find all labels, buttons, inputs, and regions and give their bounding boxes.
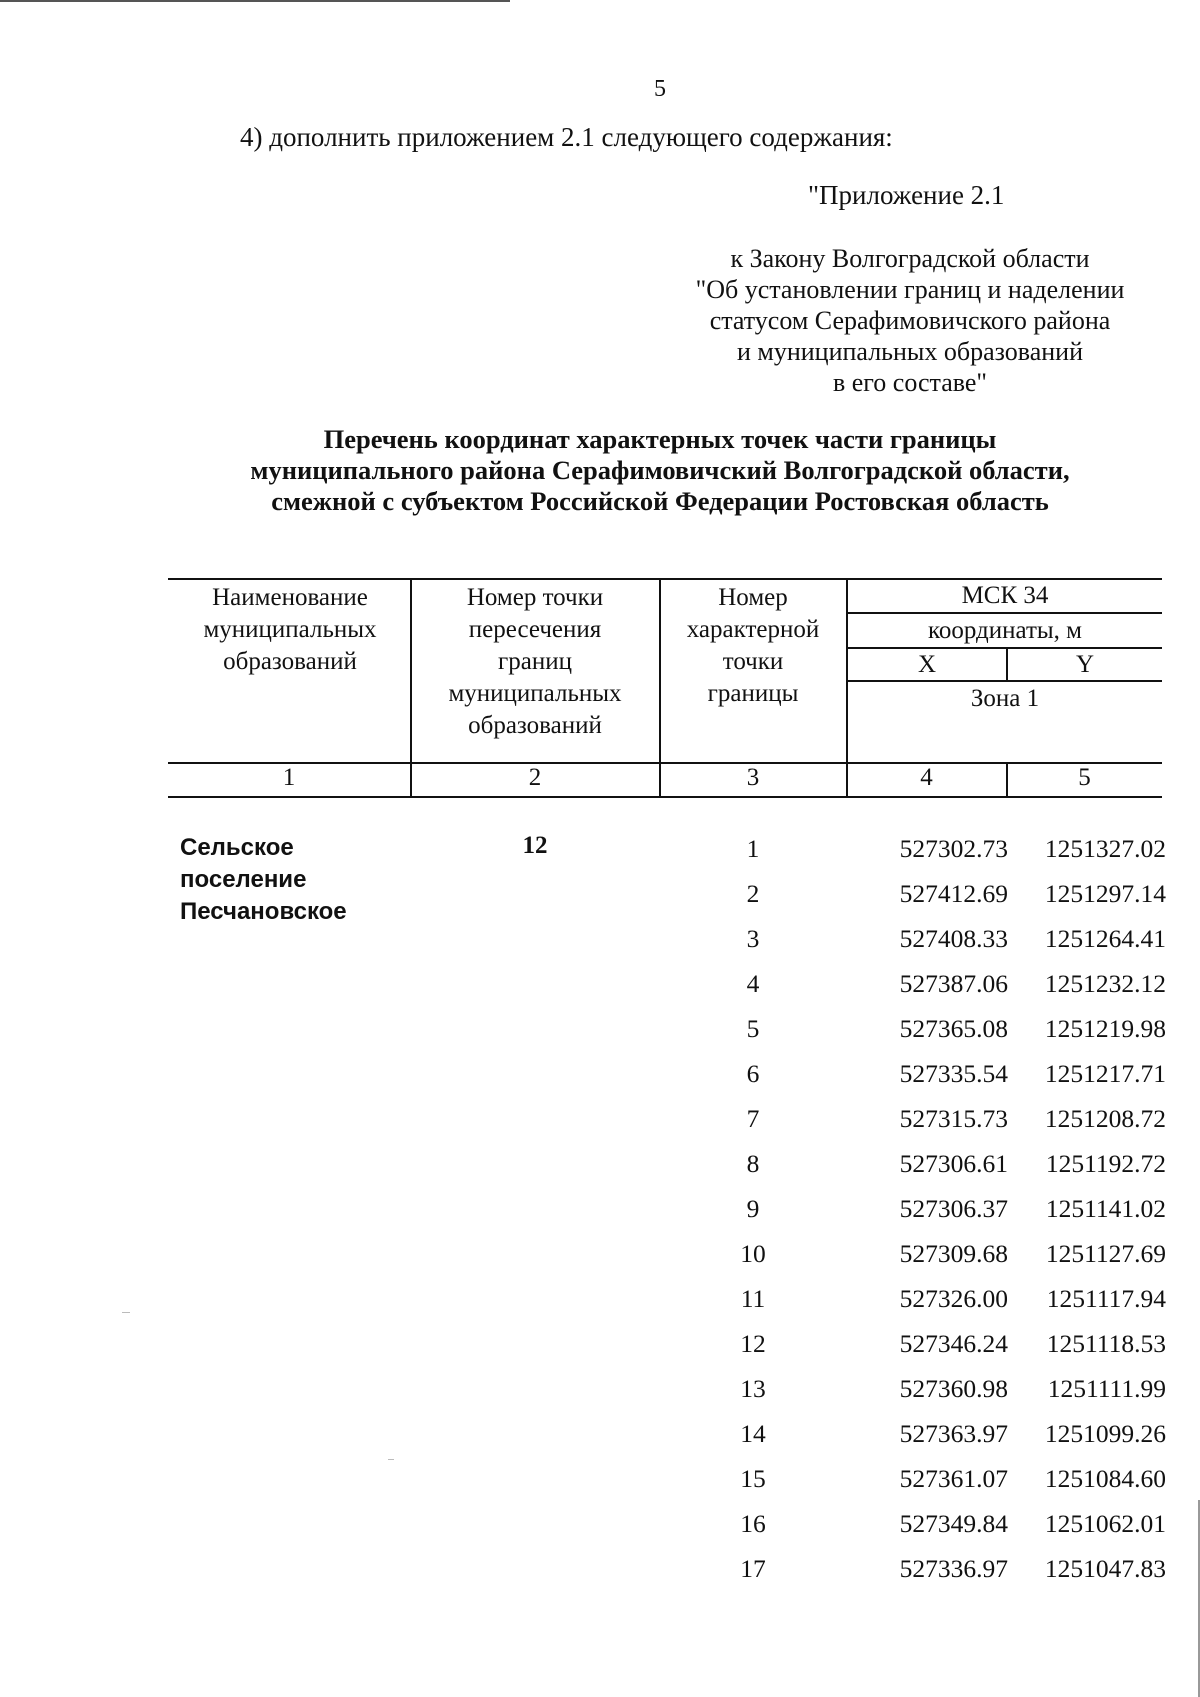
point-number-cell: 2 bbox=[746, 879, 760, 908]
x-coordinate-cell: 527306.37 bbox=[899, 1194, 1008, 1223]
table-row bbox=[660, 1186, 1166, 1231]
point-number-cell: 15 bbox=[740, 1464, 766, 1493]
x-coordinate-cell: 527361.07 bbox=[899, 1464, 1008, 1493]
y-coordinate-cell: 1251192.72 bbox=[1045, 1149, 1166, 1178]
numbers-bottom-rule bbox=[168, 796, 1162, 798]
table-row bbox=[660, 1006, 1166, 1051]
point-number-cell: 6 bbox=[746, 1059, 760, 1088]
table-row bbox=[660, 871, 1166, 916]
law-reference bbox=[650, 243, 1170, 398]
y-coordinate-cell: 1251084.60 bbox=[1044, 1464, 1166, 1493]
table-row bbox=[660, 1321, 1166, 1366]
point-number-cell: 4 bbox=[746, 969, 760, 998]
x-coordinate-cell: 527349.84 bbox=[899, 1509, 1008, 1538]
y-coordinate-cell: 1251264.41 bbox=[1044, 924, 1166, 953]
header-line: границы bbox=[707, 680, 799, 707]
column-number: 1 bbox=[282, 764, 296, 791]
x-coordinate-cell: 527306.61 bbox=[899, 1149, 1008, 1178]
header-line: характерной bbox=[686, 616, 820, 643]
y-coordinate-cell: 1251099.26 bbox=[1044, 1419, 1166, 1448]
municipality-name-line: поселение bbox=[180, 866, 307, 893]
y-coordinate-cell: 1251297.14 bbox=[1044, 879, 1166, 908]
municipality-name-line: Сельское bbox=[180, 834, 294, 861]
x-coordinate-cell: 527326.00 bbox=[899, 1284, 1008, 1313]
intersection-point-number: 12 bbox=[522, 832, 548, 859]
municipality-name-line: Песчановское bbox=[180, 898, 347, 925]
header-y: Y bbox=[1075, 651, 1095, 678]
point-number-cell: 16 bbox=[740, 1509, 766, 1538]
header-x: X bbox=[917, 651, 937, 678]
header-line: Номер bbox=[718, 584, 788, 611]
table-row bbox=[660, 916, 1166, 961]
y-coordinate-cell: 1251208.72 bbox=[1044, 1104, 1166, 1133]
x-coordinate-cell: 527360.98 bbox=[899, 1374, 1008, 1403]
document-heading bbox=[150, 424, 1170, 517]
point-number-cell: 7 bbox=[746, 1104, 760, 1133]
y-coordinate-cell: 1251118.53 bbox=[1046, 1329, 1166, 1358]
table-row bbox=[660, 961, 1166, 1006]
municipality-name bbox=[180, 832, 347, 928]
column-number: 2 bbox=[528, 764, 542, 791]
y-coordinate-cell: 1251117.94 bbox=[1046, 1284, 1166, 1313]
coordinate-rows bbox=[660, 826, 1166, 1591]
y-coordinate-cell: 1251047.83 bbox=[1044, 1554, 1166, 1583]
header-municipality bbox=[172, 582, 408, 678]
table-row bbox=[660, 1276, 1166, 1321]
y-coordinate-cell: 1251127.69 bbox=[1045, 1239, 1166, 1268]
column-number: 5 bbox=[1078, 764, 1091, 791]
point-number-cell: 11 bbox=[740, 1284, 766, 1313]
heading-line: Перечень координат характерных точек части границы bbox=[323, 424, 997, 454]
scan-speck bbox=[122, 1312, 130, 1313]
table-row bbox=[660, 826, 1166, 871]
header-intersection-point bbox=[412, 582, 658, 742]
header-line: образований bbox=[223, 648, 357, 675]
msk-rule bbox=[846, 612, 1162, 614]
x-coordinate-cell: 527315.73 bbox=[899, 1104, 1008, 1133]
scan-speck bbox=[388, 1459, 394, 1460]
appendix-title: "Приложение 2.1 bbox=[808, 180, 1005, 210]
header-line: муниципальных bbox=[448, 680, 622, 707]
header-msk: МСК 34 bbox=[961, 582, 1049, 609]
point-number-cell: 14 bbox=[740, 1419, 766, 1448]
header-line: Наименование bbox=[212, 584, 368, 611]
point-number-cell: 8 bbox=[746, 1149, 760, 1178]
y-coordinate-cell: 1251232.12 bbox=[1044, 969, 1166, 998]
law-reference-line: в его составе" bbox=[832, 368, 988, 397]
table-row bbox=[660, 1501, 1166, 1546]
y-coordinate-cell: 1251327.02 bbox=[1044, 834, 1166, 863]
point-number-cell: 12 bbox=[740, 1329, 766, 1358]
x-coordinate-cell: 527302.73 bbox=[899, 834, 1008, 863]
law-reference-line: статусом Серафимовичского района bbox=[709, 306, 1111, 335]
law-reference-line: "Об установлении границ и наделении bbox=[695, 275, 1125, 304]
law-reference-line: и муниципальных образований bbox=[736, 337, 1084, 366]
point-number-cell: 17 bbox=[740, 1554, 766, 1583]
table-row bbox=[660, 1231, 1166, 1276]
table-row bbox=[660, 1051, 1166, 1096]
header-zone: Зона 1 bbox=[970, 685, 1040, 712]
point-number-cell: 10 bbox=[740, 1239, 766, 1268]
x-coordinate-cell: 527335.54 bbox=[899, 1059, 1008, 1088]
x-coordinate-cell: 527363.97 bbox=[899, 1419, 1008, 1448]
x-coordinate-cell: 527309.68 bbox=[899, 1239, 1008, 1268]
x-coordinate-cell: 527387.06 bbox=[899, 969, 1008, 998]
y-coordinate-cell: 1251217.71 bbox=[1044, 1059, 1166, 1088]
x-coordinate-cell: 527408.33 bbox=[899, 924, 1008, 953]
intro-text: 4) дополнить приложением 2.1 следующего содержания: bbox=[240, 122, 893, 152]
heading-line: муниципального района Серафимовичский Волгоградской области, bbox=[250, 455, 1070, 485]
y-coordinate-cell: 1251111.99 bbox=[1047, 1374, 1166, 1403]
y-coordinate-cell: 1251141.02 bbox=[1045, 1194, 1166, 1223]
x-coordinate-cell: 527412.69 bbox=[899, 879, 1008, 908]
table-row bbox=[660, 1096, 1166, 1141]
header-line: точки bbox=[722, 648, 784, 675]
header-line: образований bbox=[468, 712, 602, 739]
table-row bbox=[660, 1411, 1166, 1456]
point-number-cell: 9 bbox=[746, 1194, 760, 1223]
header-line: Номер точки bbox=[466, 584, 604, 611]
table-row bbox=[660, 1141, 1166, 1186]
column-number: 4 bbox=[920, 764, 933, 791]
point-number-cell: 1 bbox=[746, 834, 760, 863]
header-line: границ bbox=[498, 648, 572, 675]
header-boundary-point bbox=[661, 582, 845, 710]
table-row bbox=[660, 1366, 1166, 1411]
table-row bbox=[660, 1546, 1166, 1591]
x-coordinate-cell: 527346.24 bbox=[899, 1329, 1008, 1358]
header-coordinates: координаты, м bbox=[927, 617, 1083, 644]
page-number: 5 bbox=[654, 76, 666, 102]
table-row bbox=[660, 1456, 1166, 1501]
y-coordinate-cell: 1251219.98 bbox=[1044, 1014, 1166, 1043]
point-number-cell: 5 bbox=[746, 1014, 760, 1043]
point-number-cell: 3 bbox=[746, 924, 760, 953]
x-coordinate-cell: 527365.08 bbox=[899, 1014, 1008, 1043]
y-coordinate-cell: 1251062.01 bbox=[1044, 1509, 1166, 1538]
header-line: муниципальных bbox=[203, 616, 377, 643]
point-number-cell: 13 bbox=[740, 1374, 766, 1403]
x-coordinate-cell: 527336.97 bbox=[899, 1554, 1008, 1583]
column-number: 3 bbox=[746, 764, 760, 791]
heading-line: смежной с субъектом Российской Федерации Ростовская область bbox=[271, 486, 1049, 516]
scan-edge-top bbox=[0, 0, 510, 2]
header-line: пересечения bbox=[468, 616, 602, 643]
law-reference-line: к Закону Волгоградской области bbox=[730, 244, 1090, 273]
